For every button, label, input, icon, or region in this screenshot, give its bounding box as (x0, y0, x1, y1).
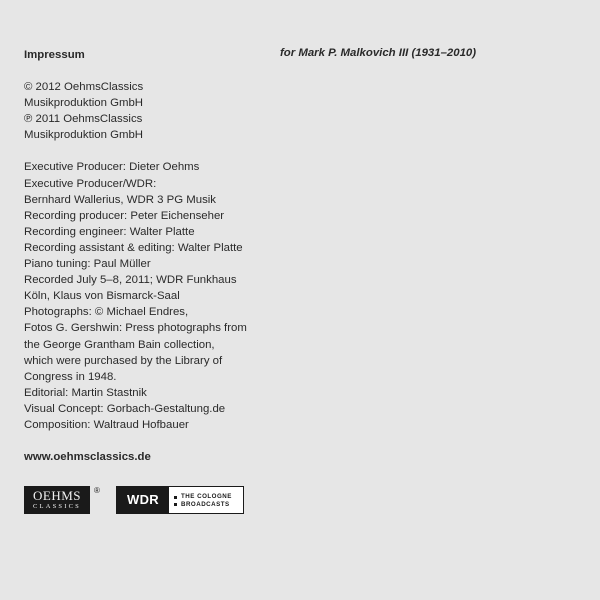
credit-line: Recording engineer: Walter Platte (24, 225, 195, 238)
wdr-tagline-line: BROADCASTS (174, 501, 232, 509)
impressum-column (24, 47, 284, 465)
credit-line: Recorded July 5–8, 2011; WDR Funkhaus (24, 274, 237, 287)
dedication-text: for Mark P. Malkovich III (1931–2010) (280, 47, 477, 59)
credit-line: Visual Concept: Gorbach-Gestaltung.de (24, 402, 226, 415)
oehms-logo-subline: CLASSICS (33, 503, 81, 510)
oehms-classics-logo (24, 486, 90, 514)
copyright-line: © 2012 OehmsClassics (24, 81, 144, 94)
credit-line: Editorial: Martin Stastnik (24, 386, 147, 399)
credit-line: Photographs: © Michael Endres, (24, 306, 189, 319)
credit-line: Bernhard Wallerius, WDR 3 PG Musik (24, 193, 216, 206)
copyright-line: Musikproduktion GmbH (24, 97, 144, 110)
credit-line: Piano tuning: Paul Müller (24, 258, 151, 271)
credit-line: Recording producer: Peter Eichenseher (24, 209, 225, 222)
wdr-logo (116, 486, 244, 514)
credit-line: Recording assistant & editing: Walter Platte (24, 241, 243, 254)
copyright-line: Musikproduktion GmbH (24, 129, 144, 142)
credit-line: the George Grantham Bain collection, (24, 338, 215, 351)
copyright-line: ℗ 2011 OehmsClassics (24, 113, 143, 126)
wdr-tagline-line: THE COLOGNE (174, 493, 232, 501)
credit-line: Fotos G. Gershwin: Press photographs from (24, 322, 247, 335)
credit-line: Congress in 1948. (24, 370, 117, 383)
copyright-block (24, 79, 284, 143)
credit-line: Executive Producer/WDR: (24, 177, 157, 190)
impressum-heading: Impressum (24, 49, 85, 61)
credits-block (24, 159, 284, 433)
credit-line: Composition: Waltraud Hofbauer (24, 418, 189, 431)
credit-line: Köln, Klaus von Bismarck-Saal (24, 290, 180, 303)
credit-line: which were purchased by the Library of (24, 354, 223, 367)
wdr-logo-mark: WDR (117, 487, 169, 513)
registered-mark-icon: ® (94, 486, 100, 495)
wdr-logo-tagline (174, 493, 232, 508)
website-link[interactable]: www.oehmsclassics.de (24, 451, 151, 464)
oehms-logo-wordmark: OEHMS (32, 488, 81, 503)
credit-line: Executive Producer: Dieter Oehms (24, 161, 200, 174)
